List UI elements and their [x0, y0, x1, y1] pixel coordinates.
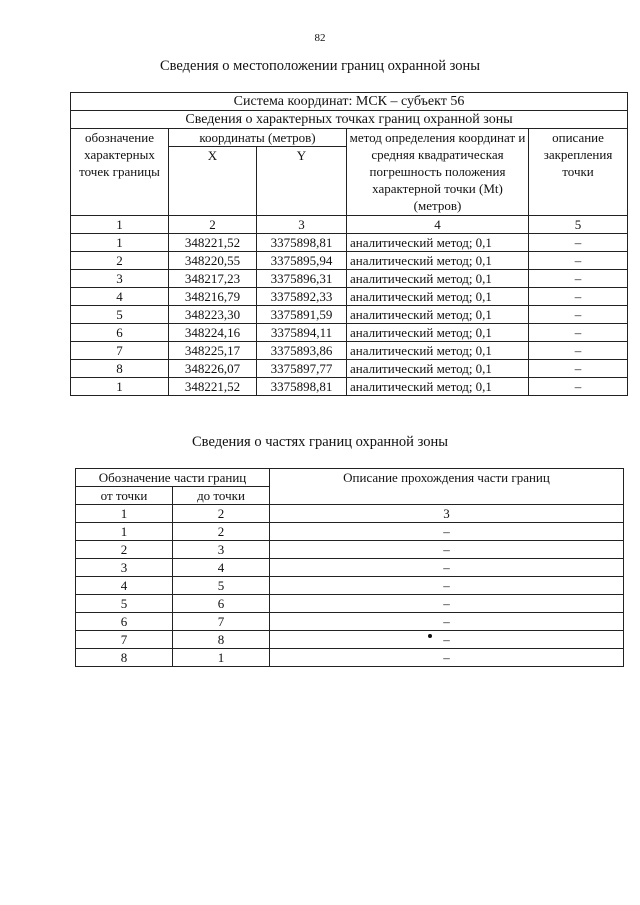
table-row	[71, 234, 628, 252]
point-number-cell: 1	[71, 378, 169, 396]
part-description-cell: –	[270, 577, 624, 595]
method-cell: аналитический метод; 0,1	[347, 270, 529, 288]
method-cell: аналитический метод; 0,1	[347, 306, 529, 324]
header-to-point: до точки	[173, 487, 270, 505]
index-cell: 1	[76, 505, 173, 523]
description-cell: –	[529, 270, 628, 288]
section-heading-boundaries: Сведения о местоположении границ охранной зоны	[159, 58, 480, 74]
point-number-cell: 5	[71, 306, 169, 324]
description-cell: –	[529, 360, 628, 378]
method-cell: аналитический метод; 0,1	[347, 252, 529, 270]
header-method: метод определения координат и средняя квадратическая погрешность положения характерной точки (Mt) (метров)	[347, 129, 529, 216]
from-point-cell: 8	[76, 649, 173, 667]
x-coordinate-cell: 348223,30	[169, 306, 257, 324]
method-cell: аналитический метод; 0,1	[347, 324, 529, 342]
point-number-cell: 2	[71, 252, 169, 270]
index-cell: 1	[71, 216, 169, 234]
x-coordinate-cell: 348216,79	[169, 288, 257, 306]
from-point-cell: 5	[76, 595, 173, 613]
header-x: X	[169, 147, 257, 216]
table-row	[71, 288, 628, 306]
index-cell: 3	[270, 505, 624, 523]
to-point-cell: 2	[173, 523, 270, 541]
table-row	[76, 577, 624, 595]
x-coordinate-cell: 348226,07	[169, 360, 257, 378]
point-number-cell: 1	[71, 234, 169, 252]
point-number-cell: 4	[71, 288, 169, 306]
description-cell: –	[529, 234, 628, 252]
part-description-cell: –	[270, 523, 624, 541]
header-coordinates: координаты (метров)	[169, 129, 347, 147]
description-cell: –	[529, 324, 628, 342]
part-description-cell: –	[270, 541, 624, 559]
header-point-designation: обозначение характерных точек границы	[71, 129, 169, 216]
from-point-cell: 1	[76, 523, 173, 541]
index-cell: 5	[529, 216, 628, 234]
point-number-cell: 6	[71, 324, 169, 342]
coordinate-system: Система координат: МСК – субъект 56	[71, 93, 628, 111]
y-coordinate-cell: 3375895,94	[257, 252, 347, 270]
table-row	[71, 252, 628, 270]
table-row	[76, 595, 624, 613]
description-cell: –	[529, 252, 628, 270]
y-coordinate-cell: 3375894,11	[257, 324, 347, 342]
table-subtitle: Сведения о характерных точках границ охранной зоны	[71, 111, 628, 129]
header-part-description: Описание прохождения части границ	[270, 469, 624, 505]
table-row	[76, 541, 624, 559]
table-row	[76, 631, 624, 649]
x-coordinate-cell: 348221,52	[169, 378, 257, 396]
part-description-cell: –	[270, 595, 624, 613]
method-cell: аналитический метод; 0,1	[347, 288, 529, 306]
to-point-cell: 3	[173, 541, 270, 559]
to-point-cell: 4	[173, 559, 270, 577]
to-point-cell: 5	[173, 577, 270, 595]
method-cell: аналитический метод; 0,1	[347, 360, 529, 378]
table-row	[76, 523, 624, 541]
from-point-cell: 3	[76, 559, 173, 577]
description-cell: –	[529, 378, 628, 396]
y-coordinate-cell: 3375893,86	[257, 342, 347, 360]
method-cell: аналитический метод; 0,1	[347, 342, 529, 360]
to-point-cell: 8	[173, 631, 270, 649]
table-row	[76, 613, 624, 631]
header-y: Y	[257, 147, 347, 216]
page-number: 82	[314, 32, 326, 44]
from-point-cell: 2	[76, 541, 173, 559]
to-point-cell: 7	[173, 613, 270, 631]
x-coordinate-cell: 348225,17	[169, 342, 257, 360]
to-point-cell: 6	[173, 595, 270, 613]
section-heading-parts: Сведения о частях границ охранной зоны	[192, 434, 448, 450]
y-coordinate-cell: 3375898,81	[257, 234, 347, 252]
table-row	[71, 306, 628, 324]
point-number-cell: 3	[71, 270, 169, 288]
index-cell: 2	[173, 505, 270, 523]
y-coordinate-cell: 3375892,33	[257, 288, 347, 306]
part-description-cell: –	[270, 613, 624, 631]
index-cell: 3	[257, 216, 347, 234]
part-description-cell: –	[270, 559, 624, 577]
table-row	[76, 649, 624, 667]
to-point-cell: 1	[173, 649, 270, 667]
point-number-cell: 8	[71, 360, 169, 378]
part-description-cell: –	[270, 649, 624, 667]
part-description-cell: –	[270, 631, 624, 649]
table-row	[71, 360, 628, 378]
method-cell: аналитический метод; 0,1	[347, 234, 529, 252]
table-row	[76, 559, 624, 577]
table-row	[71, 378, 628, 396]
from-point-cell: 6	[76, 613, 173, 631]
description-cell: –	[529, 288, 628, 306]
y-coordinate-cell: 3375896,31	[257, 270, 347, 288]
header-part-designation: Обозначение части границ	[76, 469, 270, 487]
header-description: описание закрепления точки	[529, 129, 628, 216]
description-cell: –	[529, 306, 628, 324]
index-cell: 4	[347, 216, 529, 234]
scan-speck	[428, 634, 432, 638]
method-cell: аналитический метод; 0,1	[347, 378, 529, 396]
from-point-cell: 4	[76, 577, 173, 595]
x-coordinate-cell: 348217,23	[169, 270, 257, 288]
index-cell: 2	[169, 216, 257, 234]
table-row	[71, 342, 628, 360]
x-coordinate-cell: 348224,16	[169, 324, 257, 342]
boundary-points-table	[70, 92, 628, 396]
y-coordinate-cell: 3375898,81	[257, 378, 347, 396]
description-cell: –	[529, 342, 628, 360]
header-from-point: от точки	[76, 487, 173, 505]
x-coordinate-cell: 348221,52	[169, 234, 257, 252]
table-row	[71, 324, 628, 342]
table-row	[71, 270, 628, 288]
point-number-cell: 7	[71, 342, 169, 360]
x-coordinate-cell: 348220,55	[169, 252, 257, 270]
y-coordinate-cell: 3375897,77	[257, 360, 347, 378]
y-coordinate-cell: 3375891,59	[257, 306, 347, 324]
from-point-cell: 7	[76, 631, 173, 649]
boundary-parts-table	[75, 468, 624, 667]
